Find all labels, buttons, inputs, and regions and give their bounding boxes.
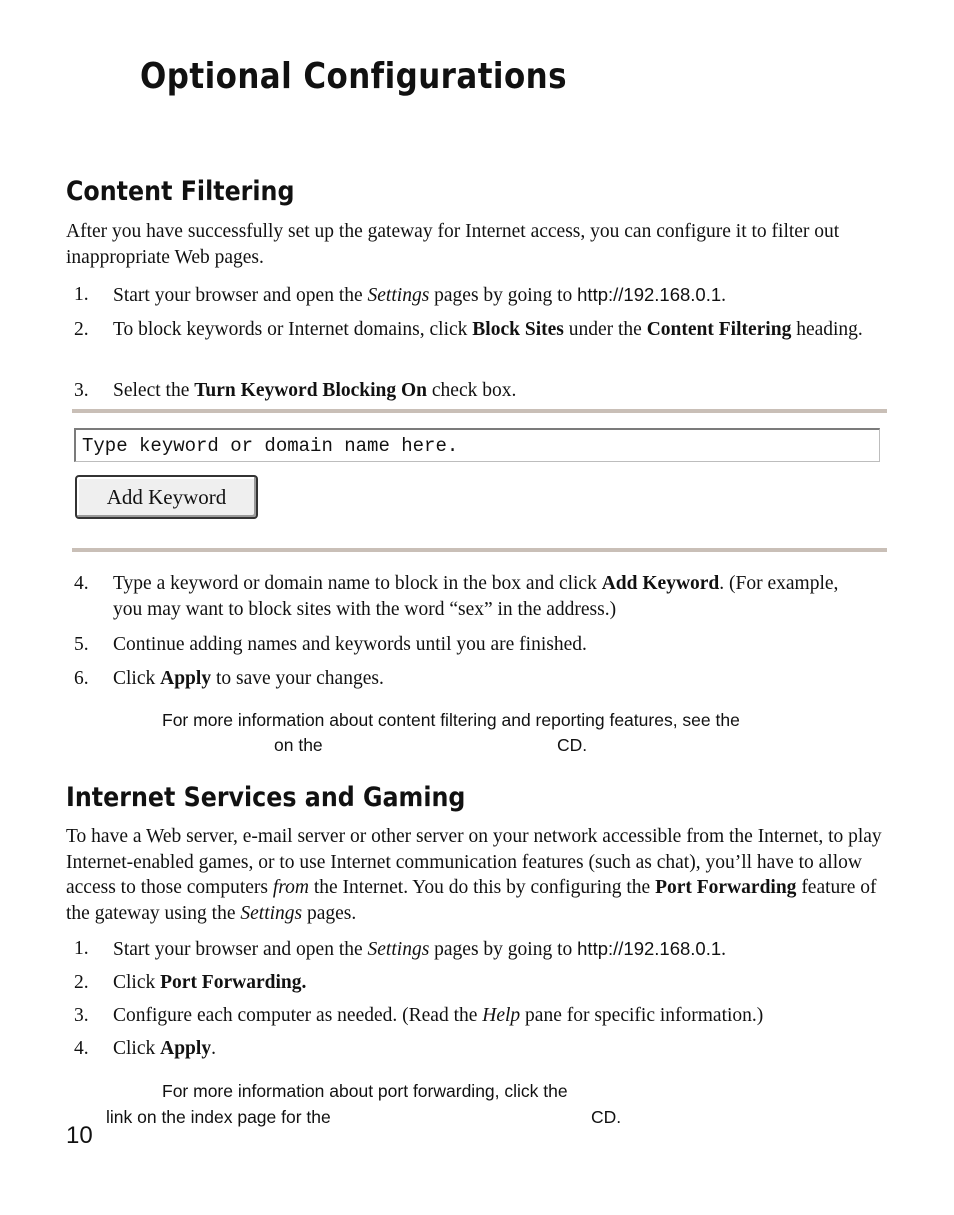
note-line: link on the index page for the <box>106 1107 331 1127</box>
url-text: http://192.168.0.1 <box>577 938 722 959</box>
add-keyword-button[interactable]: Add Keyword <box>75 475 258 519</box>
internet-services-intro: To have a Web server, e-mail server or other server on your network accessible from the Internet, to play Internet-enabled games, or to use Internet communication features (such as chat), you’ll have to allow access to those computers from the Internet. You do this by configuring the Port Forwarding feature of the gateway using the Settings pages. <box>66 826 882 924</box>
section-heading-content-filtering: Content Filtering <box>66 176 295 207</box>
keyword-input[interactable] <box>74 428 880 462</box>
list-item: 4. Type a keyword or domain name to block in the box and click Add Keyword. (For example, you may want to block sites with the word “sex” in the address.) <box>74 573 839 620</box>
list-item: 2. Click Port Forwarding. <box>74 972 307 993</box>
note-line: on the <box>274 735 323 755</box>
divider <box>72 409 887 413</box>
list-item: 6. Click Apply to save your changes. <box>74 668 384 689</box>
note-line: For more information about port forwarding, click the <box>162 1081 568 1101</box>
list-item: 3. Select the Turn Keyword Blocking On check box. <box>74 380 517 401</box>
content-filtering-intro: After you have successfully set up the gateway for Internet access, you can configure it to filter out inappropriate Web pages. <box>66 221 840 268</box>
list-item: 3. Configure each computer as needed. (Read the Help pane for specific information.) <box>74 1005 764 1026</box>
section-heading-internet-services: Internet Services and Gaming <box>66 782 466 813</box>
divider <box>72 548 887 552</box>
url-text: http://192.168.0.1 <box>577 284 722 305</box>
note-line: CD. <box>591 1107 622 1127</box>
list-item: 1. Start your browser and open the Settings pages by going to http://192.168.0.1. <box>74 284 727 306</box>
list-item: 4. Click Apply. <box>74 1038 216 1059</box>
list-item: 1. Start your browser and open the Settings pages by going to http://192.168.0.1. <box>74 938 727 960</box>
note-line: CD. <box>557 735 588 755</box>
page-title: Optional Configurations <box>140 56 568 97</box>
page-number: 10 <box>66 1122 93 1149</box>
list-item: 5. Continue adding names and keywords until you are finished. <box>74 634 587 655</box>
list-item: 2. To block keywords or Internet domains, click Block Sites under the Content Filtering heading. <box>74 319 863 340</box>
note-line: For more information about content filtering and reporting features, see the <box>162 710 740 730</box>
